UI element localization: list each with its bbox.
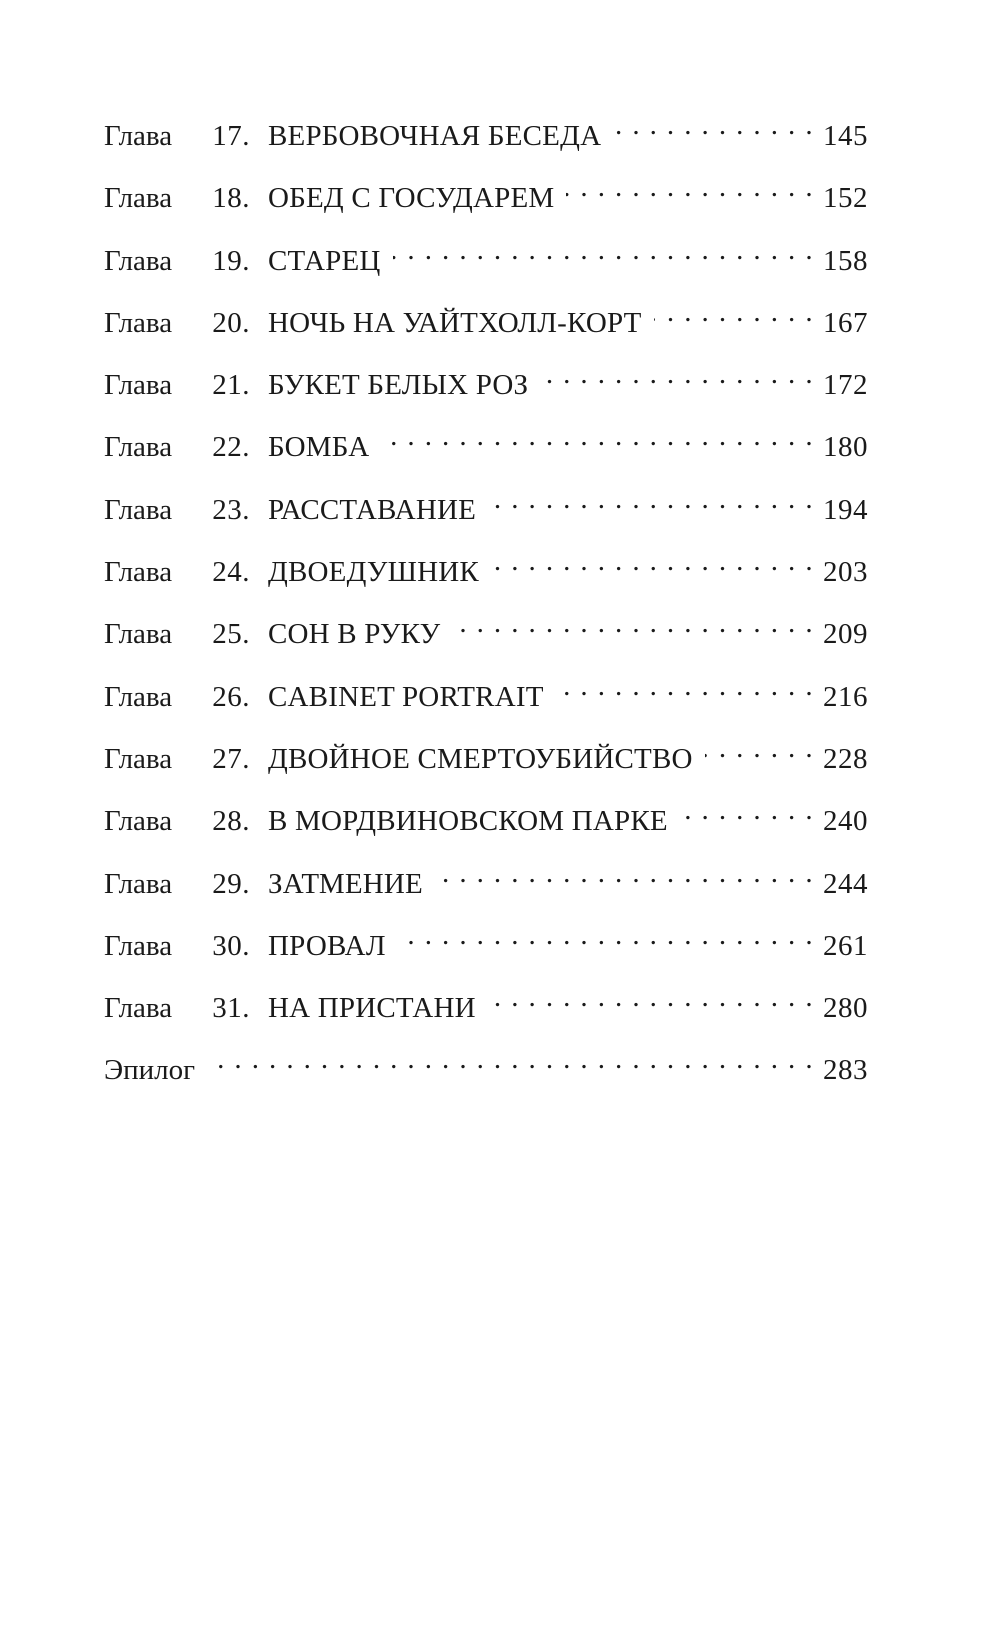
toc-entry bbox=[104, 416, 868, 478]
dot-leader bbox=[435, 853, 814, 893]
toc-entry bbox=[104, 790, 868, 852]
page-number: 209 bbox=[823, 618, 868, 651]
toc-entry bbox=[104, 853, 868, 915]
toc-entry bbox=[104, 603, 868, 665]
page-number: 180 bbox=[823, 431, 868, 464]
chapter-word: Глава bbox=[104, 306, 173, 339]
page-number: 158 bbox=[823, 244, 868, 277]
toc-entry-epilogue bbox=[104, 1039, 868, 1101]
toc-entry bbox=[104, 167, 868, 229]
chapter-number: 21. bbox=[212, 369, 250, 402]
chapter-number: 31. bbox=[212, 992, 250, 1025]
toc-entry bbox=[104, 230, 868, 292]
page-number: 194 bbox=[823, 493, 868, 526]
dot-leader bbox=[381, 416, 814, 456]
dot-leader bbox=[566, 167, 814, 207]
dot-leader bbox=[207, 1039, 814, 1079]
toc-entry bbox=[104, 915, 868, 977]
dot-leader bbox=[488, 479, 814, 519]
chapter-title: ВЕРБОВОЧНАЯ БЕСЕДА bbox=[268, 120, 602, 152]
chapter-word: Глава bbox=[104, 120, 173, 152]
page-number: 172 bbox=[823, 369, 868, 402]
chapter-label bbox=[104, 365, 250, 405]
dot-leader bbox=[491, 541, 814, 581]
chapter-label bbox=[104, 552, 250, 592]
chapter-label bbox=[104, 988, 250, 1028]
chapter-word: Глава bbox=[104, 929, 173, 962]
toc-entry bbox=[104, 728, 868, 790]
chapter-word: Глава bbox=[104, 182, 173, 215]
chapter-label bbox=[104, 116, 250, 156]
chapter-number: 17. bbox=[212, 120, 250, 152]
chapter-word: Глава bbox=[104, 369, 173, 402]
chapter-label bbox=[104, 490, 250, 530]
chapter-word: Глава bbox=[104, 742, 173, 775]
toc-entry bbox=[104, 977, 868, 1039]
page-number: 152 bbox=[823, 182, 868, 215]
chapter-word: Глава bbox=[104, 805, 173, 838]
epilogue-title: Эпилог bbox=[104, 1054, 196, 1087]
page-number: 283 bbox=[823, 1054, 868, 1087]
chapter-label bbox=[104, 178, 250, 218]
page-number: 167 bbox=[823, 306, 868, 339]
table-of-contents bbox=[104, 105, 868, 1102]
chapter-number: 25. bbox=[212, 618, 250, 651]
chapter-label bbox=[104, 614, 250, 654]
chapter-title: ДВОЕДУШНИК bbox=[268, 556, 479, 589]
chapter-title: РАССТАВАНИЕ bbox=[268, 493, 477, 526]
dot-leader bbox=[680, 790, 814, 830]
toc-entry bbox=[104, 292, 868, 354]
page-number: 280 bbox=[823, 992, 868, 1025]
chapter-number: 23. bbox=[212, 493, 250, 526]
chapter-word: Глава bbox=[104, 244, 173, 277]
chapter-number: 24. bbox=[212, 556, 250, 589]
chapter-label bbox=[104, 739, 250, 779]
dot-leader bbox=[540, 354, 814, 394]
page-number: 228 bbox=[823, 742, 868, 775]
dot-leader bbox=[556, 666, 814, 706]
chapter-title: СОН В РУКУ bbox=[268, 618, 441, 651]
chapter-title: НА ПРИСТАНИ bbox=[268, 992, 476, 1025]
chapter-word: Глава bbox=[104, 680, 173, 713]
dot-leader bbox=[488, 977, 814, 1017]
chapter-title: ПРОВАЛ bbox=[268, 929, 386, 962]
dot-leader bbox=[452, 603, 814, 643]
chapter-number: 18. bbox=[212, 182, 250, 215]
toc-entry bbox=[104, 666, 868, 728]
chapter-label bbox=[104, 427, 250, 467]
chapter-title: CABINET PORTRAIT bbox=[268, 680, 544, 713]
chapter-number: 27. bbox=[212, 742, 250, 775]
chapter-number: 28. bbox=[212, 805, 250, 838]
chapter-label bbox=[104, 677, 250, 717]
dot-leader bbox=[654, 292, 814, 332]
chapter-word: Глава bbox=[104, 556, 173, 589]
chapter-word: Глава bbox=[104, 431, 173, 464]
chapter-word: Глава bbox=[104, 618, 173, 651]
page-number: 244 bbox=[823, 867, 868, 900]
toc-entry bbox=[104, 354, 868, 416]
dot-leader bbox=[705, 728, 814, 768]
chapter-title: ЗАТМЕНИЕ bbox=[268, 867, 423, 900]
chapter-label bbox=[104, 241, 250, 281]
chapter-title: НОЧЬ НА УАЙТХОЛЛ-КОРТ bbox=[268, 306, 642, 339]
chapter-word: Глава bbox=[104, 992, 173, 1025]
dot-leader bbox=[613, 105, 814, 145]
page-number: 203 bbox=[823, 556, 868, 589]
toc-entry bbox=[104, 541, 868, 603]
chapter-number: 19. bbox=[212, 244, 250, 277]
chapter-title: БОМБА bbox=[268, 431, 370, 464]
chapter-number: 22. bbox=[212, 431, 250, 464]
chapter-number: 26. bbox=[212, 680, 250, 713]
chapter-title: В МОРДВИНОВСКОМ ПАРКЕ bbox=[268, 805, 668, 838]
chapter-title: ДВОЙНОЕ СМЕРТОУБИЙСТВО bbox=[268, 742, 693, 775]
chapter-title: ОБЕД С ГОСУДАРЕМ bbox=[268, 182, 555, 215]
chapter-title: СТАРЕЦ bbox=[268, 244, 381, 277]
chapter-word: Глава bbox=[104, 493, 173, 526]
chapter-number: 20. bbox=[212, 306, 250, 339]
toc-entry bbox=[104, 479, 868, 541]
page-number: 145 bbox=[823, 120, 868, 152]
page-number: 216 bbox=[823, 680, 868, 713]
chapter-title: БУКЕТ БЕЛЫХ РОЗ bbox=[268, 369, 529, 402]
chapter-word: Глава bbox=[104, 867, 173, 900]
chapter-label bbox=[104, 801, 250, 841]
chapter-number: 30. bbox=[212, 929, 250, 962]
chapter-label bbox=[104, 303, 250, 343]
toc-entry bbox=[104, 105, 868, 167]
page-number: 261 bbox=[823, 929, 868, 962]
page-number: 240 bbox=[823, 805, 868, 838]
chapter-label bbox=[104, 926, 250, 966]
dot-leader bbox=[393, 230, 814, 270]
chapter-label bbox=[104, 864, 250, 904]
dot-leader bbox=[398, 915, 814, 955]
chapter-number: 29. bbox=[212, 867, 250, 900]
